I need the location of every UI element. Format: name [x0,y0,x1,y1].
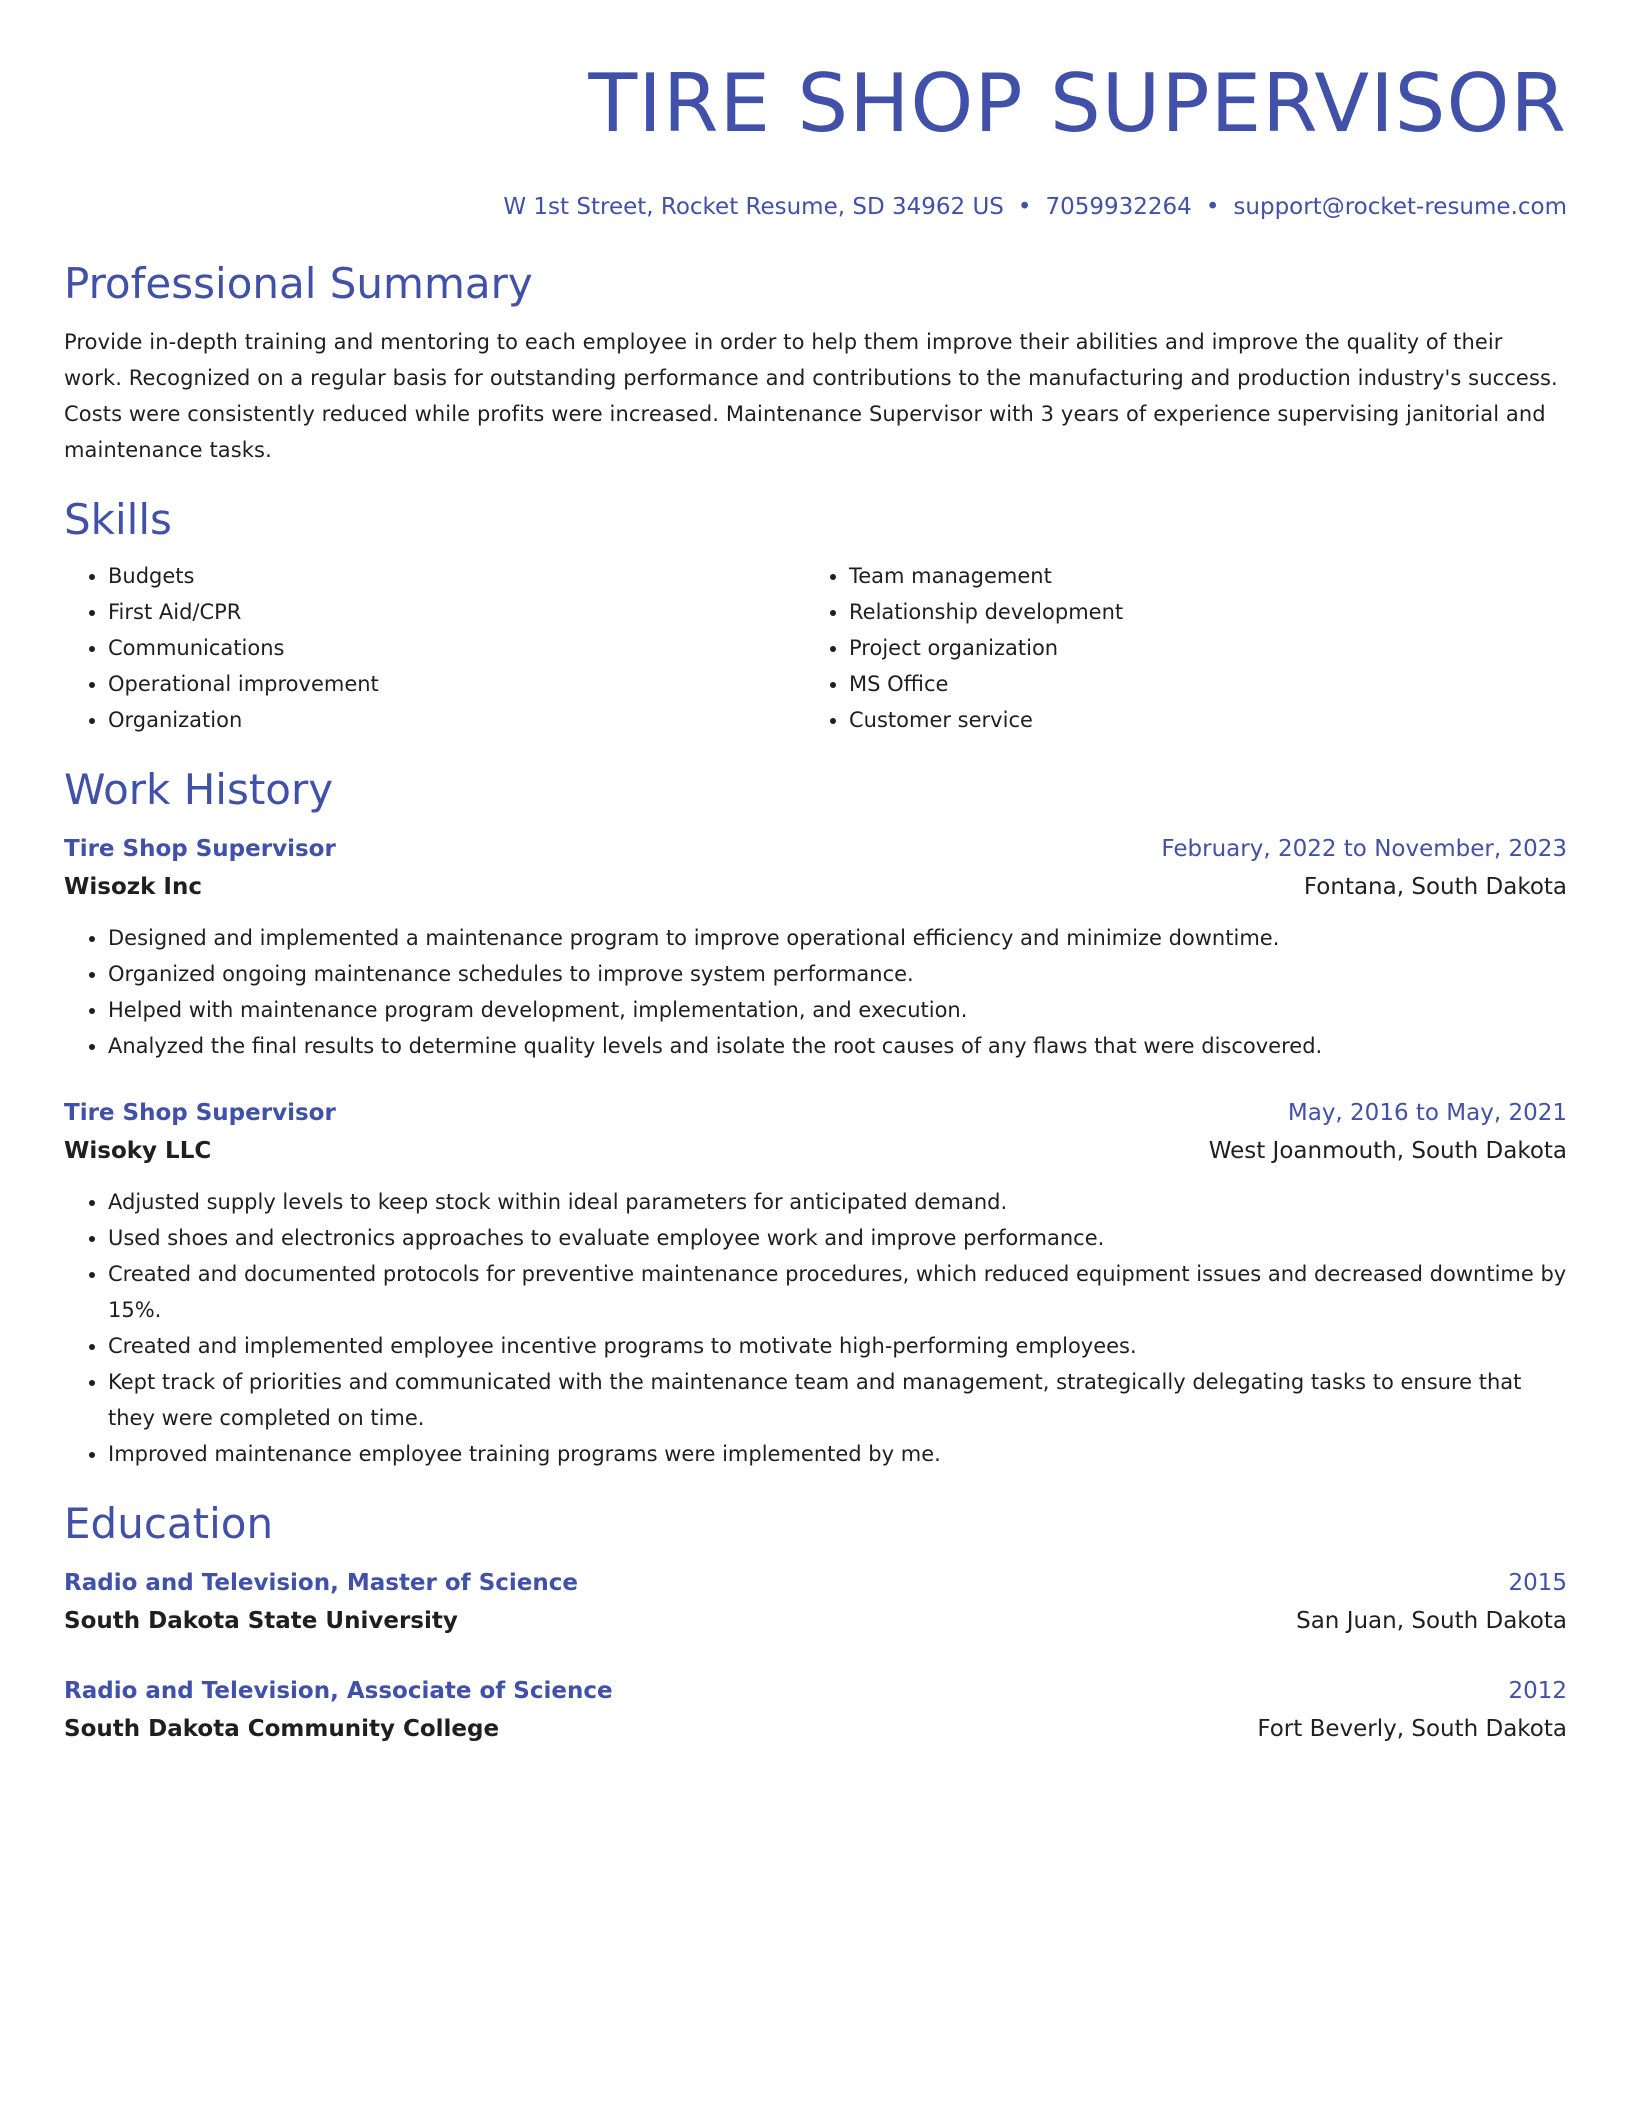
job-bullet: • Kept track of priorities and communicated with the maintenance team and management, strategically delegating tasks to ensure that they were completed on time. [108,1364,1567,1436]
contact-line [64,192,1567,222]
skill-item: • Communications [108,630,805,666]
summary-text: Provide in-depth training and mentoring to each employee in order to help them improve their abilities and improve the quality of their work. Recognized on a regular basis for outstanding performance and contributions to the manufacturing and production industry's success. Costs were consistently reduced while profits were increased. Maintenance Supervisor with 3 years of experience supervising janitorial and maintenance tasks. [64,330,1558,462]
skill-item: • Team management [849,558,1546,594]
skill-item: • Customer service [849,702,1546,738]
education-degree: Radio and Television, Associate of Science [64,1678,613,1704]
skills-heading: Skills [64,495,172,544]
contact-separator: • [1017,194,1032,220]
skill-item: • Operational improvement [108,666,805,702]
job-role: Tire Shop Supervisor [64,1100,336,1126]
education-degree: Radio and Television, Master of Science [64,1570,578,1596]
education-degree-row [64,1564,1567,1602]
job-bullet: • Used shoes and electronics approaches to evaluate employee work and improve performance. [108,1220,1567,1256]
job-bullet: • Created and implemented employee incentive programs to motivate high-performing employees. [108,1328,1567,1364]
job-bullet: • Organized ongoing maintenance schedules to improve system performance. [108,956,1567,992]
contact-separator: • [1205,194,1220,220]
resume-header [64,56,1567,222]
skill-item: • First Aid/CPR [108,594,805,630]
education-school-row [64,1602,1567,1640]
education-heading: Education [64,1499,274,1548]
skill-item: • MS Office [849,666,1546,702]
summary-heading: Professional Summary [64,259,533,308]
job-bullet: • Analyzed the final results to determine quality levels and isolate the root causes of any flaws that were discovered. [108,1028,1567,1064]
job-dates: May, 2016 to May, 2021 [1287,1100,1567,1126]
job-role: Tire Shop Supervisor [64,836,336,862]
education-entry [64,1672,1567,1748]
job-bullet: • Improved maintenance employee training programs were implemented by me. [108,1436,1567,1472]
job-bullet: • Adjusted supply levels to keep stock within ideal parameters for anticipated demand. [108,1184,1567,1220]
skill-item: • Project organization [849,630,1546,666]
skill-item: • Relationship development [849,594,1546,630]
job-title-row [64,1094,1567,1132]
education-school-row [64,1710,1567,1748]
education-year: 2015 [1508,1570,1567,1596]
job-dates: February, 2022 to November, 2023 [1161,836,1567,862]
job-bullet: • Designed and implemented a maintenance program to improve operational efficiency and minimize downtime. [108,920,1567,956]
education-degree-row [64,1672,1567,1710]
job-bullets [64,1184,1567,1472]
education-year: 2012 [1508,1678,1567,1704]
work-history-heading: Work History [64,765,334,814]
education-location: San Juan, South Dakota [1296,1608,1567,1634]
candidate-title: TIRE SHOP SUPERVISOR [588,57,1567,150]
contact-email[interactable]: support@rocket-resume.com [1233,194,1567,220]
job-company: Wisozk Inc [64,874,202,900]
job-location: Fontana, South Dakota [1303,874,1567,900]
education-location: Fort Beverly, South Dakota [1257,1716,1567,1742]
skills-column-right [805,558,1546,738]
education-entry [64,1564,1567,1640]
education-school: South Dakota Community College [64,1716,500,1742]
skill-item: • Organization [108,702,805,738]
job-entry [64,1094,1567,1472]
skills-column-left [64,558,805,738]
job-entry [64,830,1567,1064]
job-company: Wisoky LLC [64,1138,212,1164]
job-location: West Joanmouth, South Dakota [1208,1138,1567,1164]
job-company-row [64,868,1567,906]
skill-item: • Budgets [108,558,805,594]
job-bullet: • Created and documented protocols for preventive maintenance procedures, which reduced equipment issues and decreased downtime by 15%. [108,1256,1567,1328]
job-bullet: • Helped with maintenance program development, implementation, and execution. [108,992,1567,1028]
job-title-row [64,830,1567,868]
education-school: South Dakota State University [64,1608,458,1634]
contact-address: W 1st Street, Rocket Resume, SD 34962 US [503,194,1004,220]
skills-list [64,558,1567,738]
contact-phone[interactable]: 7059932264 [1045,194,1192,220]
job-company-row [64,1132,1567,1170]
job-bullets [64,920,1567,1064]
